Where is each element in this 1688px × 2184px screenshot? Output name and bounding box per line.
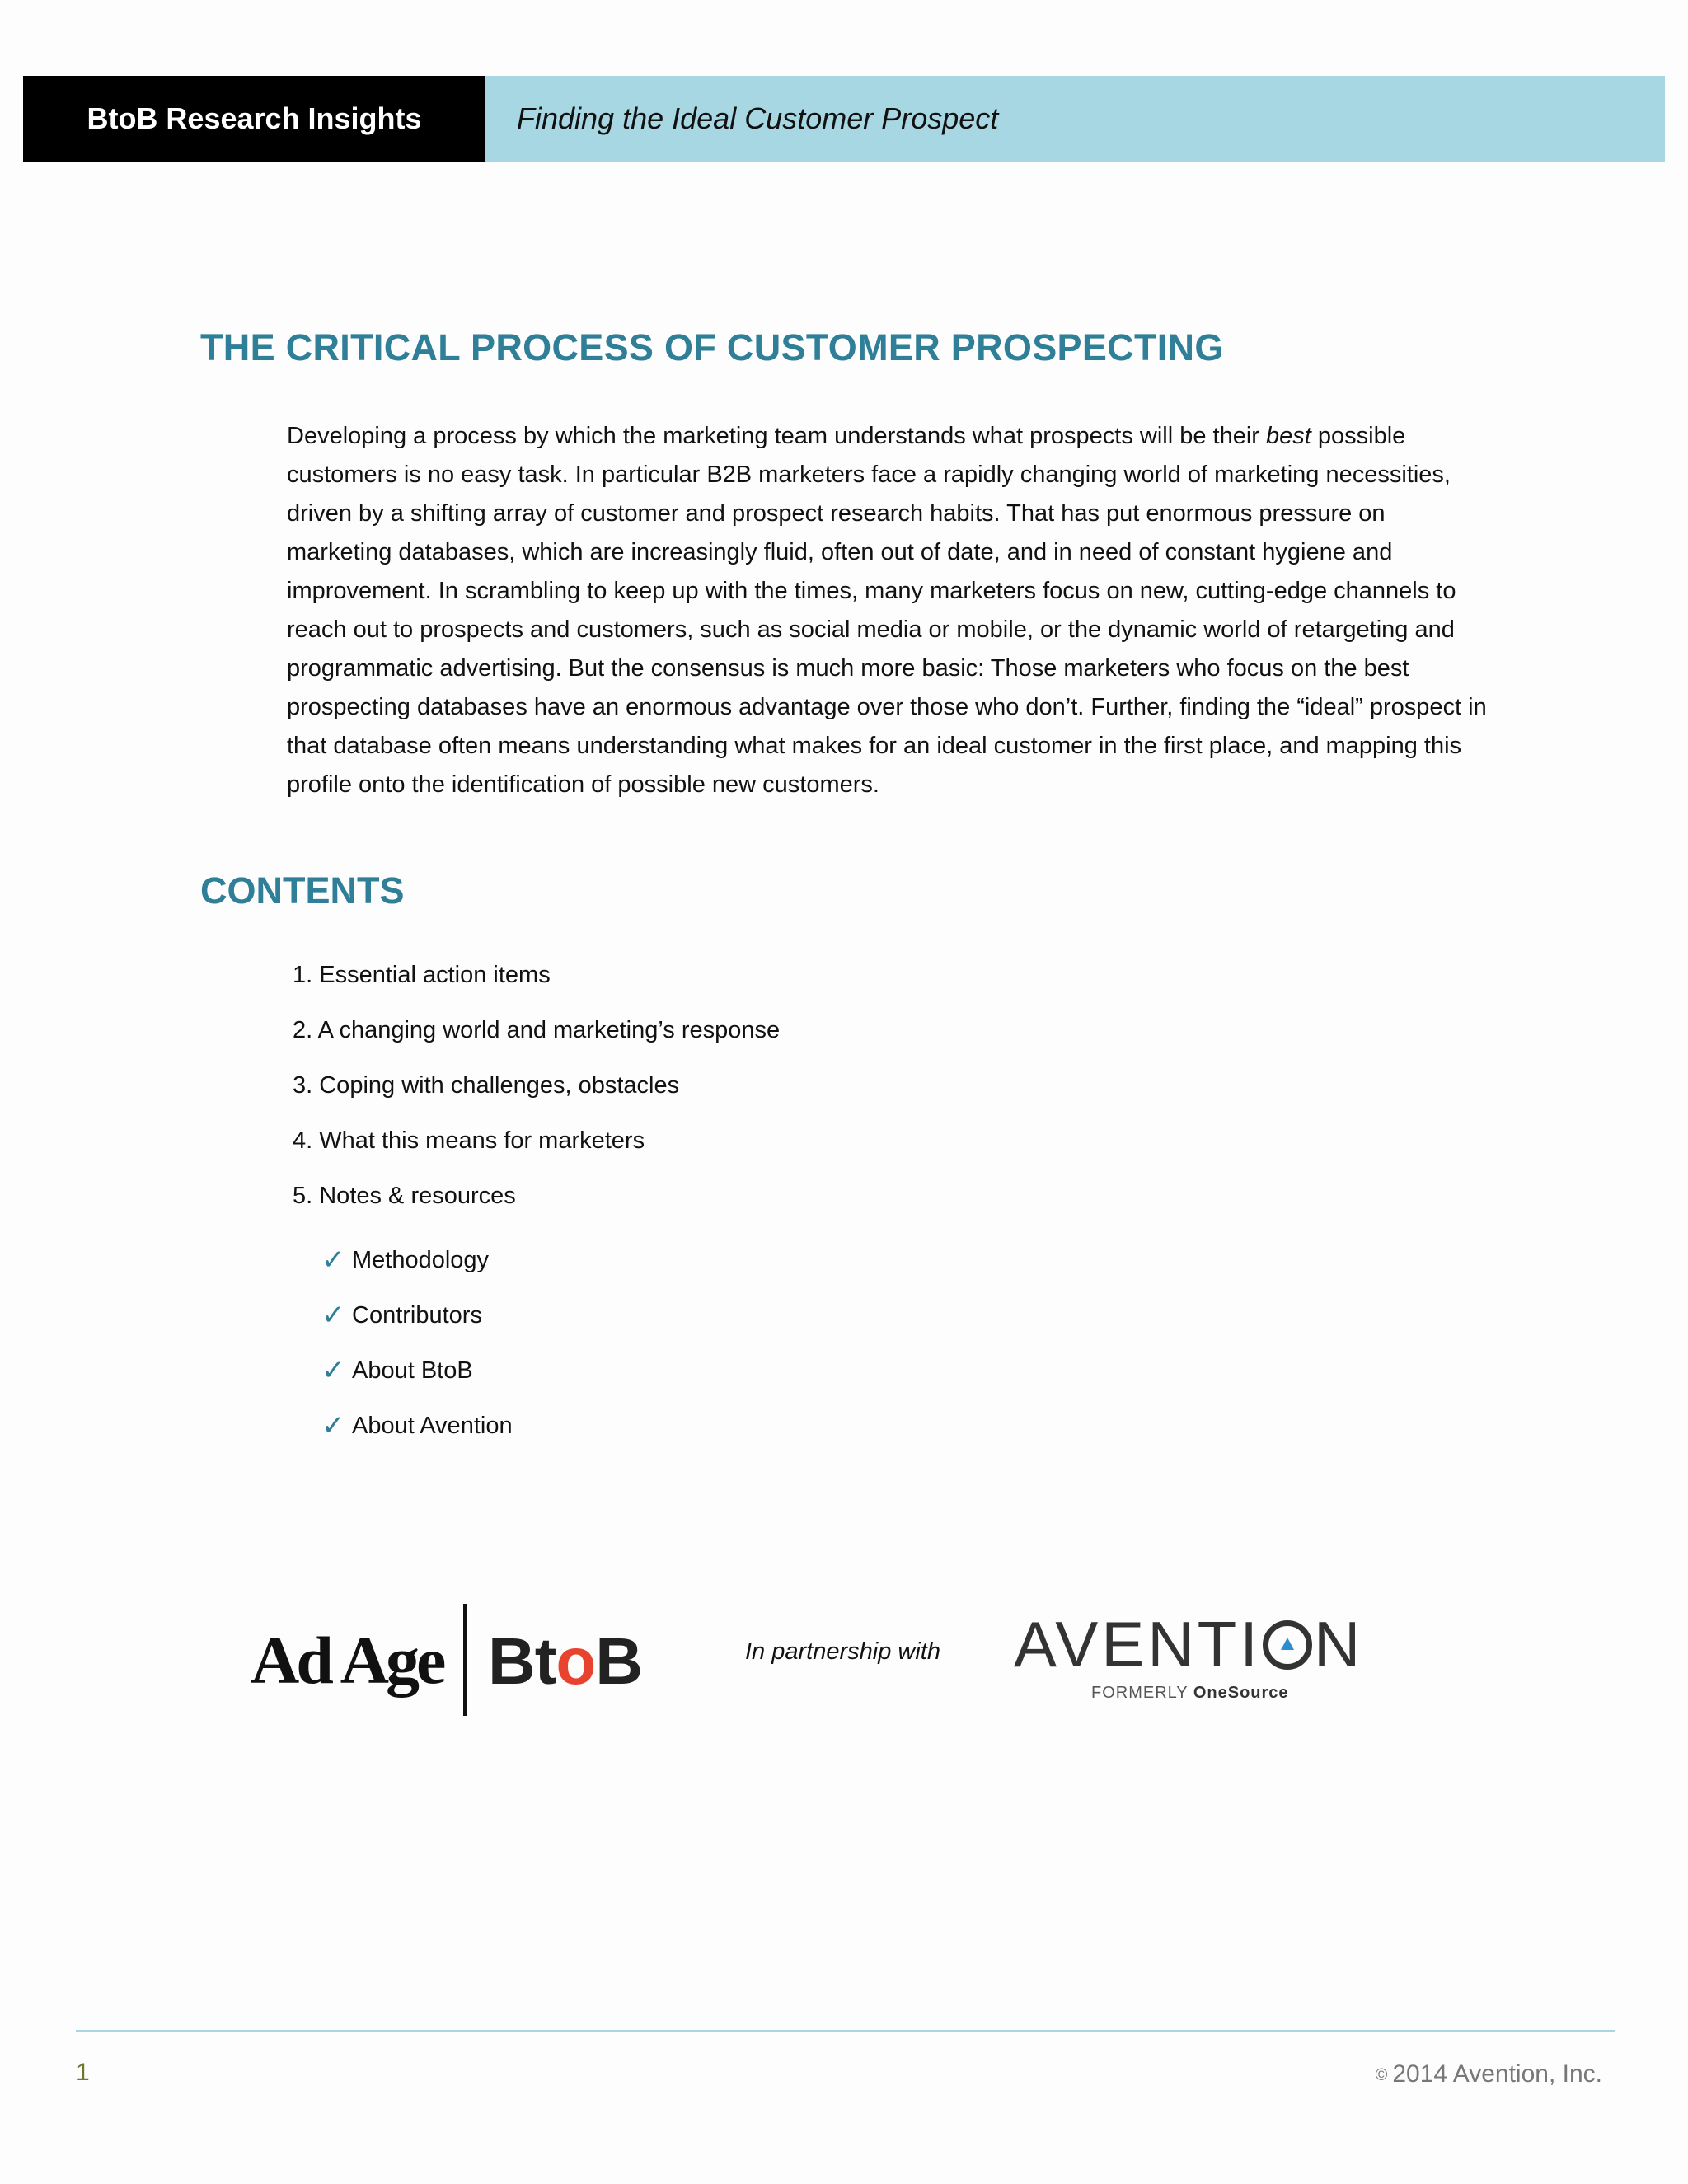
contents-item: 4. What this means for marketers xyxy=(293,1127,645,1154)
contents-subitem-label: About Avention xyxy=(352,1413,513,1439)
avention-text: AVENTI xyxy=(1014,1608,1261,1680)
contents-subitem-label: About BtoB xyxy=(352,1357,473,1384)
copyright xyxy=(1376,2060,1602,2088)
checkmark-icon: ✓ xyxy=(321,1244,345,1276)
checkmark-icon: ✓ xyxy=(321,1410,345,1441)
section-title: THE CRITICAL PROCESS OF CUSTOMER PROSPECTING xyxy=(200,326,1224,368)
formerly-onesource xyxy=(1091,1684,1376,1703)
btob-logo-o: o xyxy=(556,1624,596,1698)
partner-logos xyxy=(247,1599,1401,1722)
avention-text-end: N xyxy=(1313,1608,1364,1680)
contents-subitem xyxy=(321,1399,513,1454)
contents-item: 5. Notes & resources xyxy=(293,1183,516,1209)
header-bar xyxy=(23,76,1665,162)
contents-list xyxy=(293,956,780,1232)
footer-divider xyxy=(76,2030,1615,2032)
contents-subitem-label: Contributors xyxy=(352,1302,482,1329)
header-subtitle: Finding the Ideal Customer Prospect xyxy=(485,76,1665,162)
contents-item: 2. A changing world and marketing’s response xyxy=(293,1017,781,1043)
contents-subitem xyxy=(321,1343,513,1399)
logo-divider xyxy=(463,1604,467,1716)
formerly-label: FORMERLY xyxy=(1091,1684,1189,1702)
avention-o-icon xyxy=(1263,1620,1312,1670)
contents-title: CONTENTS xyxy=(200,869,405,912)
partnership-text: In partnership with xyxy=(745,1638,940,1665)
onesource-label: OneSource xyxy=(1193,1684,1289,1702)
contents-subitem xyxy=(321,1233,513,1288)
contents-item: 3. Coping with challenges, obstacles xyxy=(293,1072,680,1099)
intro-paragraph xyxy=(287,417,1490,804)
header-brand: BtoB Research Insights xyxy=(23,76,485,162)
copyright-icon: © xyxy=(1375,2065,1388,2084)
page-number: 1 xyxy=(76,2059,90,2086)
btob-logo-text-end: B xyxy=(595,1624,643,1698)
contents-subitem-label: Methodology xyxy=(352,1247,490,1273)
checkmark-icon: ✓ xyxy=(321,1355,345,1386)
contents-item: 1. Essential action items xyxy=(293,962,551,988)
intro-text-end: possible customers is no easy task. In particular B2B marketers face a rapidly changing world of marketing necessities, driven by a shifting array of customer and prospect research habits. That has put enormous pressure on marketing databases, which are increasingly fluid, often out of date, and in need of constant hygiene and improvement. In scrambling to keep up with the times, many marketers focus on new, cutting-edge channels to reach out to prospects and customers, such as social media or mobile, or the dynamic world of retargeting and programmatic advertising. But the consensus is much more basic: Those marketers who focus on the best prospecting databases have an enormous advantage over those who don’t. Further, finding the “ideal” prospect in that database often means understanding what makes for an ideal customer in the first place, and mapping this profile onto the identification of possible new customers. xyxy=(287,423,1487,798)
copyright-text: 2014 Avention, Inc. xyxy=(1392,2060,1602,2088)
btob-logo xyxy=(488,1624,642,1699)
avention-logo xyxy=(1014,1607,1376,1703)
contents-subitem xyxy=(321,1288,513,1343)
avention-wordmark xyxy=(1014,1607,1376,1682)
adage-logo: Ad Age xyxy=(251,1623,443,1698)
intro-text-start: Developing a process by which the marketing team understands what prospects will be their xyxy=(287,423,1266,449)
checkmark-icon: ✓ xyxy=(321,1300,345,1331)
contents-sublist xyxy=(321,1233,513,1454)
btob-logo-text: Bt xyxy=(488,1624,556,1698)
intro-emphasis: best xyxy=(1266,423,1311,449)
